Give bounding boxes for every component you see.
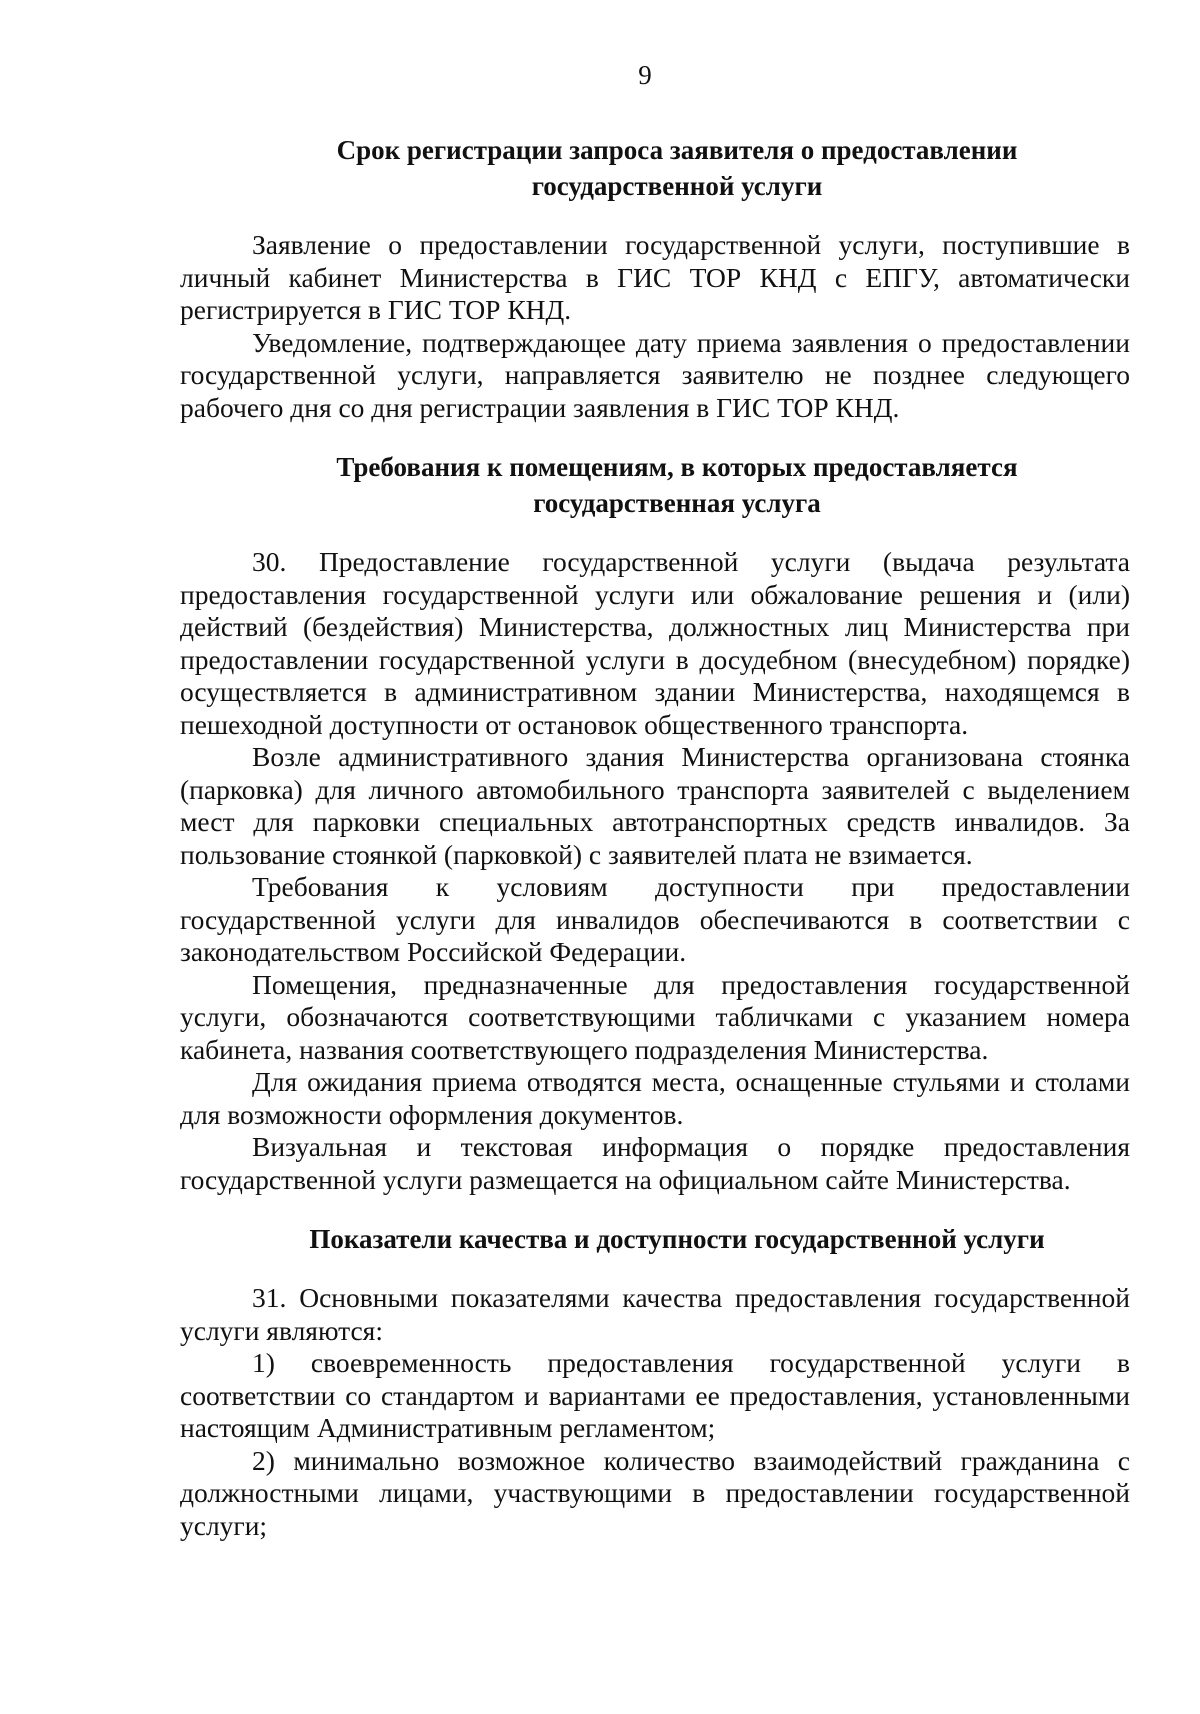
paragraph: Уведомление, подтверждающее дату приема заявления о предоставлении государственной услуги, направляется заявителю не позднее следующего рабочего дня со дня регистрации заявления в ГИС ТОР КНД. xyxy=(180,326,1130,423)
paragraph: Визуальная и текстовая информация о порядке предоставления государственной услуги размещается на официальном сайте Министерства. xyxy=(180,1131,1130,1195)
document-body xyxy=(180,132,1130,1542)
heading-line: государственной услуги xyxy=(531,171,823,201)
paragraph: 31. Основными показателями качества предоставления государственной услуги являются: xyxy=(180,1282,1130,1346)
paragraph: Заявление о предоставлении государственной услуги, поступившие в личный кабинет Министерства в ГИС ТОР КНД с ЕПГУ, автоматически регистрируется в ГИС ТОР КНД. xyxy=(180,229,1130,325)
section-heading-quality: Показатели качества и доступности государственной услуги xyxy=(309,1224,1045,1254)
section-quality xyxy=(180,1221,1130,1542)
paragraph: Помещения, предназначенные для предоставления государственной услуги, обозначаются соответствующими табличками с указанием номера кабинета, названия соответствующего подразделения Министерства. xyxy=(180,968,1130,1065)
heading-line: Срок регистрации запроса заявителя о предоставлении xyxy=(336,135,1018,165)
paragraph: 30. Предоставление государственной услуги (выдача результата предоставления государственной услуги или обжалование решения и (или) действий (бездействия) Министерства, должностных лиц Министерства при предоставлении государственной услуги в досудебном (внесудебном) порядке) осуществляется в административном здании Министерства, находящемся в пешеходной доступности от остановок общественного транспорта. xyxy=(180,546,1130,740)
section-registration xyxy=(180,132,1130,424)
paragraph: Для ожидания приема отводятся места, оснащенные стульями и столами для возможности оформления документов. xyxy=(180,1066,1130,1130)
heading-line: государственная услуга xyxy=(533,488,821,518)
heading-line: Требования к помещениям, в которых предоставляется xyxy=(336,452,1018,482)
paragraph: Возле административного здания Министерства организована стоянка (парковка) для личного автомобильного транспорта заявителей с выделением мест для парковки специальных автотранспортных средств инвалидов. За пользование стоянкой (парковкой) с заявителей плата не взимается. xyxy=(180,741,1130,870)
section-heading-registration xyxy=(180,132,1130,204)
list-item: 1) своевременность предоставления государственной услуги в соответствии со стандартом и вариантами ее предоставления, установленными настоящим Административным регламентом; xyxy=(180,1347,1130,1443)
page-number: 9 xyxy=(638,60,652,90)
section-premises xyxy=(180,449,1130,1196)
section-heading-premises xyxy=(180,449,1130,521)
paragraph: Требования к условиям доступности при предоставлении государственной услуги для инвалидов обеспечиваются в соответствии с законодательством Российской Федерации. xyxy=(180,871,1130,967)
list-item: 2) минимально возможное количество взаимодействий гражданина с должностными лицами, участвующими в предоставлении государственной услуги; xyxy=(180,1444,1130,1541)
